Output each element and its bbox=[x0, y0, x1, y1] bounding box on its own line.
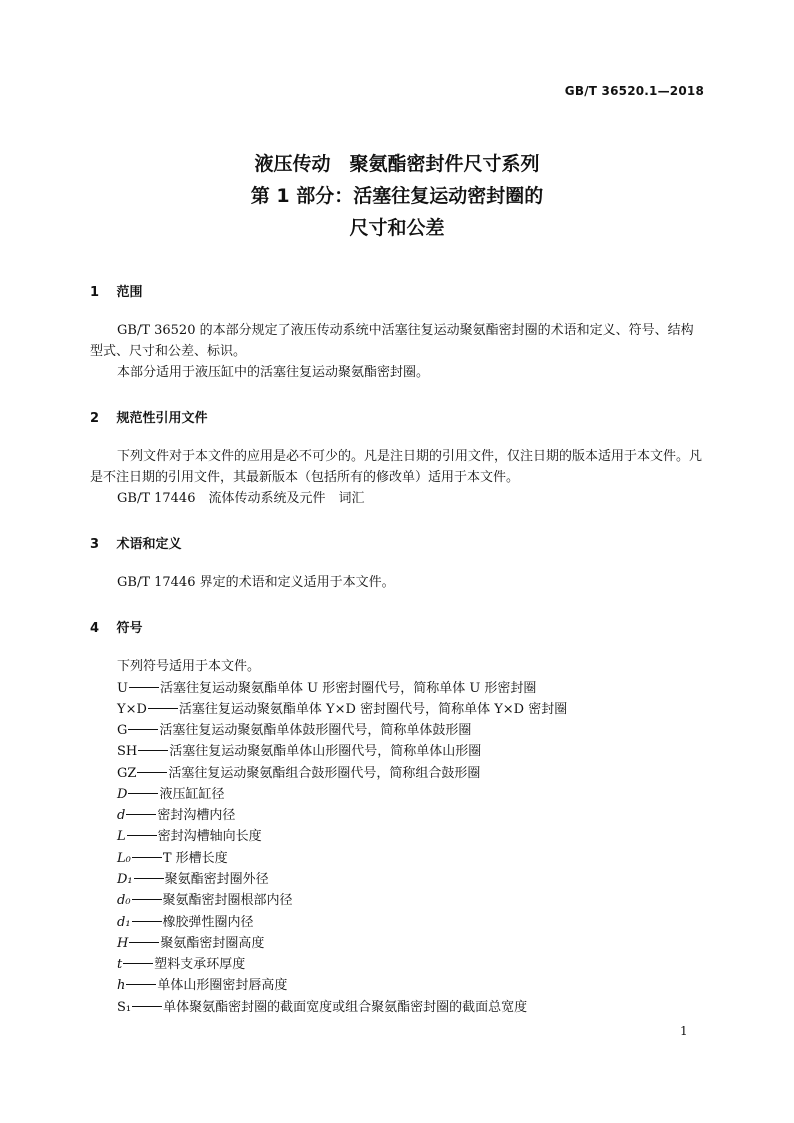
symbol-term: h bbox=[117, 978, 126, 993]
section-3-paragraph-1: GB/T 17446 界定的术语和定义适用于本文件。 bbox=[117, 575, 395, 590]
section-4-heading bbox=[90, 617, 143, 636]
symbol-entry bbox=[117, 784, 224, 805]
symbol-description: 塑料支承环厚度 bbox=[154, 957, 246, 972]
symbol-entry bbox=[117, 678, 536, 699]
symbol-term: D bbox=[117, 787, 128, 802]
section-3-title: 术语和定义 bbox=[116, 537, 182, 552]
em-dash-rule bbox=[126, 984, 156, 985]
em-dash-rule bbox=[132, 857, 162, 858]
symbol-term: d₁ bbox=[117, 915, 131, 930]
symbol-entry bbox=[117, 933, 264, 954]
section-1-heading bbox=[90, 281, 143, 300]
section-1-number: 1 bbox=[90, 285, 100, 300]
em-dash-rule bbox=[127, 835, 157, 836]
section-2-paragraph-1: 下列文件对于本文件的应用是必不可少的。凡是注日期的引用文件，仅注日期的版本适用于本文件。凡是不注日期的引用文件，其最新版本（包括所有的修改单）适用于本文件。 bbox=[90, 449, 703, 485]
symbol-entry bbox=[117, 763, 480, 784]
symbol-entry bbox=[117, 890, 293, 911]
symbol-description: 橡胶弹性圈内径 bbox=[162, 915, 254, 930]
em-dash-rule bbox=[148, 708, 178, 709]
section-2-reference: GB/T 17446 流体传动系统及元件 词汇 bbox=[117, 491, 365, 506]
section-3-heading bbox=[90, 533, 182, 552]
symbol-term: SH bbox=[117, 744, 138, 759]
em-dash-rule bbox=[137, 772, 167, 773]
symbol-term: G bbox=[117, 723, 128, 738]
symbol-entry bbox=[117, 869, 269, 890]
em-dash-rule bbox=[132, 921, 162, 922]
section-2-title: 规范性引用文件 bbox=[116, 411, 208, 426]
em-dash-rule bbox=[132, 1006, 162, 1007]
symbol-entry bbox=[117, 975, 287, 996]
standard-code-header: GB/T 36520.1—2018 bbox=[564, 84, 704, 98]
em-dash-rule bbox=[134, 878, 164, 879]
symbol-entry bbox=[117, 720, 471, 741]
document-title bbox=[0, 148, 794, 244]
symbol-description: 活塞往复运动聚氨酯单体 U 形密封圈代号，简称单体 U 形密封圈 bbox=[159, 681, 537, 696]
symbol-term: D₁ bbox=[117, 872, 133, 887]
symbol-term: H bbox=[117, 936, 129, 951]
symbol-description: 单体山形圈密封唇高度 bbox=[157, 978, 288, 993]
symbol-description: 密封沟槽内径 bbox=[157, 808, 236, 823]
symbol-term: GZ bbox=[117, 766, 137, 781]
section-4-title: 符号 bbox=[116, 621, 143, 636]
symbol-entry bbox=[117, 699, 567, 720]
title-line-1: 液压传动 聚氨酯密封件尺寸系列 bbox=[254, 153, 540, 175]
section-1-paragraph-1: GB/T 36520 的本部分规定了液压传动系统中活塞往复运动聚氨酯密封圈的术语和定义、符号、结构型式、尺寸和公差、标识。 bbox=[90, 323, 694, 359]
em-dash-rule bbox=[128, 793, 158, 794]
section-4-number: 4 bbox=[90, 621, 100, 636]
symbol-term: Y×D bbox=[117, 702, 147, 717]
em-dash-rule bbox=[123, 963, 153, 964]
symbol-description: 活塞往复运动聚氨酯组合鼓形圈代号，简称组合鼓形圈 bbox=[168, 766, 481, 781]
symbol-entry bbox=[117, 826, 262, 847]
symbol-entry bbox=[117, 954, 245, 975]
section-4-intro: 下列符号适用于本文件。 bbox=[117, 659, 261, 674]
symbol-description: T 形槽长度 bbox=[162, 851, 228, 866]
em-dash-rule bbox=[128, 729, 158, 730]
page-number: 1 bbox=[680, 1024, 688, 1038]
symbol-term: U bbox=[117, 681, 128, 696]
symbol-term: d₀ bbox=[117, 893, 131, 908]
em-dash-rule bbox=[126, 814, 156, 815]
symbol-entry bbox=[117, 848, 228, 869]
symbol-description: 聚氨酯密封圈根部内径 bbox=[162, 893, 293, 908]
symbol-description: 单体聚氨酯密封圈的截面宽度或组合聚氨酯密封圈的截面总宽度 bbox=[163, 1000, 528, 1015]
section-2-number: 2 bbox=[90, 411, 100, 426]
symbol-term: S₁ bbox=[117, 1000, 132, 1015]
em-dash-rule bbox=[132, 899, 162, 900]
symbol-term: L₀ bbox=[117, 851, 131, 866]
em-dash-rule bbox=[129, 687, 159, 688]
symbol-description: 聚氨酯密封圈外径 bbox=[164, 872, 269, 887]
symbol-description: 液压缸缸径 bbox=[159, 787, 225, 802]
section-3-number: 3 bbox=[90, 537, 100, 552]
symbol-entry bbox=[117, 805, 235, 826]
symbol-description: 活塞往复运动聚氨酯单体鼓形圈代号，简称单体鼓形圈 bbox=[159, 723, 472, 738]
symbol-term: d bbox=[117, 808, 126, 823]
title-line-3: 尺寸和公差 bbox=[349, 217, 445, 239]
symbol-term: L bbox=[117, 829, 126, 844]
symbol-description: 聚氨酯密封圈高度 bbox=[160, 936, 265, 951]
em-dash-rule bbox=[129, 942, 159, 943]
symbol-description: 密封沟槽轴向长度 bbox=[157, 829, 262, 844]
section-1-paragraph-2: 本部分适用于液压缸中的活塞往复运动聚氨酯密封圈。 bbox=[117, 365, 430, 380]
em-dash-rule bbox=[138, 750, 168, 751]
symbol-description: 活塞往复运动聚氨酯单体山形圈代号，简称单体山形圈 bbox=[169, 744, 482, 759]
symbol-entry bbox=[117, 912, 254, 933]
symbol-entry bbox=[117, 997, 527, 1018]
title-line-2: 第 1 部分：活塞往复运动密封圈的 bbox=[250, 185, 544, 207]
symbol-term: t bbox=[117, 957, 123, 972]
symbol-description: 活塞往复运动聚氨酯单体 Y×D 密封圈代号，简称单体 Y×D 密封圈 bbox=[178, 702, 568, 717]
symbol-entry bbox=[117, 741, 481, 762]
section-1-title: 范围 bbox=[116, 285, 143, 300]
section-2-heading bbox=[90, 407, 208, 426]
